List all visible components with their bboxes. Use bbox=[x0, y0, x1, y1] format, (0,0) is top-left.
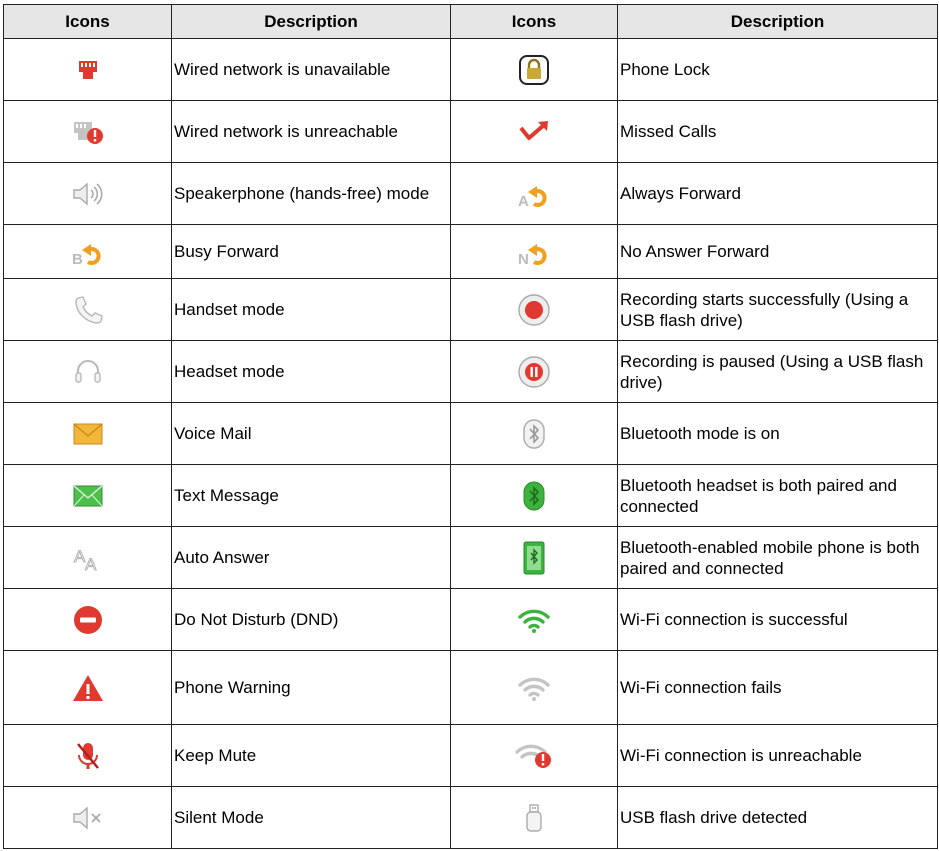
description-cell: Bluetooth mode is on bbox=[618, 403, 938, 465]
bluetooth-mobile-icon bbox=[523, 541, 545, 575]
description-cell: Keep Mute bbox=[172, 725, 451, 787]
icon-description-table bbox=[3, 4, 938, 849]
description-cell: Bluetooth-enabled mobile phone is both paired and connected bbox=[618, 527, 938, 589]
description-cell: Wired network is unavailable bbox=[172, 39, 451, 101]
table-row bbox=[4, 403, 938, 465]
description-cell: Recording is paused (Using a USB flash drive) bbox=[618, 341, 938, 403]
do-not-disturb-icon bbox=[72, 604, 104, 636]
header-row bbox=[4, 5, 938, 39]
description-cell: Wired network is unreachable bbox=[172, 101, 451, 163]
description-cell: Handset mode bbox=[172, 279, 451, 341]
table-row bbox=[4, 527, 938, 589]
description-cell: Headset mode bbox=[172, 341, 451, 403]
voice-mail-icon bbox=[73, 423, 103, 445]
keep-mute-icon bbox=[73, 740, 103, 772]
recording-start-icon bbox=[517, 293, 551, 327]
header-description-right: Description bbox=[618, 5, 938, 39]
description-cell: Speakerphone (hands-free) mode bbox=[172, 163, 451, 225]
text-message-icon bbox=[73, 485, 103, 507]
description-cell: Missed Calls bbox=[618, 101, 938, 163]
table-row bbox=[4, 725, 938, 787]
bluetooth-headset-icon bbox=[522, 480, 546, 512]
busy-forward-icon bbox=[70, 238, 106, 266]
table-row bbox=[4, 651, 938, 725]
table-row bbox=[4, 279, 938, 341]
table-row bbox=[4, 225, 938, 279]
svg-text:A: A bbox=[73, 546, 85, 566]
description-cell: Wi-Fi connection is unreachable bbox=[618, 725, 938, 787]
always-forward-icon bbox=[516, 180, 552, 208]
header-description-left: Description bbox=[172, 5, 451, 39]
table-row bbox=[4, 787, 938, 849]
description-cell: Always Forward bbox=[618, 163, 938, 225]
description-cell: Silent Mode bbox=[172, 787, 451, 849]
description-cell: Voice Mail bbox=[172, 403, 451, 465]
recording-paused-icon bbox=[517, 355, 551, 389]
missed-calls-icon bbox=[517, 119, 551, 145]
table-row bbox=[4, 465, 938, 527]
phone-warning-icon bbox=[71, 673, 105, 703]
description-cell: Do Not Disturb (DND) bbox=[172, 589, 451, 651]
svg-text:B: B bbox=[71, 250, 83, 266]
speakerphone-icon bbox=[71, 180, 105, 208]
wired-network-unavailable-icon bbox=[75, 58, 101, 82]
description-cell: Text Message bbox=[172, 465, 451, 527]
description-cell: USB flash drive detected bbox=[618, 787, 938, 849]
auto-answer-icon bbox=[72, 544, 104, 572]
description-cell: Auto Answer bbox=[172, 527, 451, 589]
table-row bbox=[4, 341, 938, 403]
handset-icon bbox=[72, 294, 104, 326]
description-cell: Wi-Fi connection is successful bbox=[618, 589, 938, 651]
svg-text:A: A bbox=[518, 192, 529, 208]
description-cell: Phone Lock bbox=[618, 39, 938, 101]
table-row bbox=[4, 589, 938, 651]
bluetooth-on-icon bbox=[522, 418, 546, 450]
svg-text:A: A bbox=[84, 554, 96, 572]
table-row bbox=[4, 163, 938, 225]
wired-network-unreachable-icon bbox=[70, 117, 106, 147]
description-cell: Busy Forward bbox=[172, 225, 451, 279]
headset-icon bbox=[73, 357, 103, 387]
phone-lock-icon bbox=[518, 54, 550, 86]
header-icons-right: Icons bbox=[451, 5, 618, 39]
wifi-success-icon bbox=[517, 606, 551, 634]
header-icons-left: Icons bbox=[4, 5, 172, 39]
description-cell: Bluetooth headset is both paired and connected bbox=[618, 465, 938, 527]
no-answer-forward-icon bbox=[516, 238, 552, 266]
table-row bbox=[4, 101, 938, 163]
svg-text:N: N bbox=[518, 250, 529, 266]
wifi-unreachable-icon bbox=[514, 741, 554, 771]
wifi-fail-icon bbox=[517, 674, 551, 702]
description-cell: Recording starts successfully (Using a USB flash drive) bbox=[618, 279, 938, 341]
table-row bbox=[4, 39, 938, 101]
silent-mode-icon bbox=[71, 804, 105, 832]
usb-detected-icon bbox=[524, 803, 544, 833]
description-cell: Wi-Fi connection fails bbox=[618, 651, 938, 725]
description-cell: Phone Warning bbox=[172, 651, 451, 725]
description-cell: No Answer Forward bbox=[618, 225, 938, 279]
